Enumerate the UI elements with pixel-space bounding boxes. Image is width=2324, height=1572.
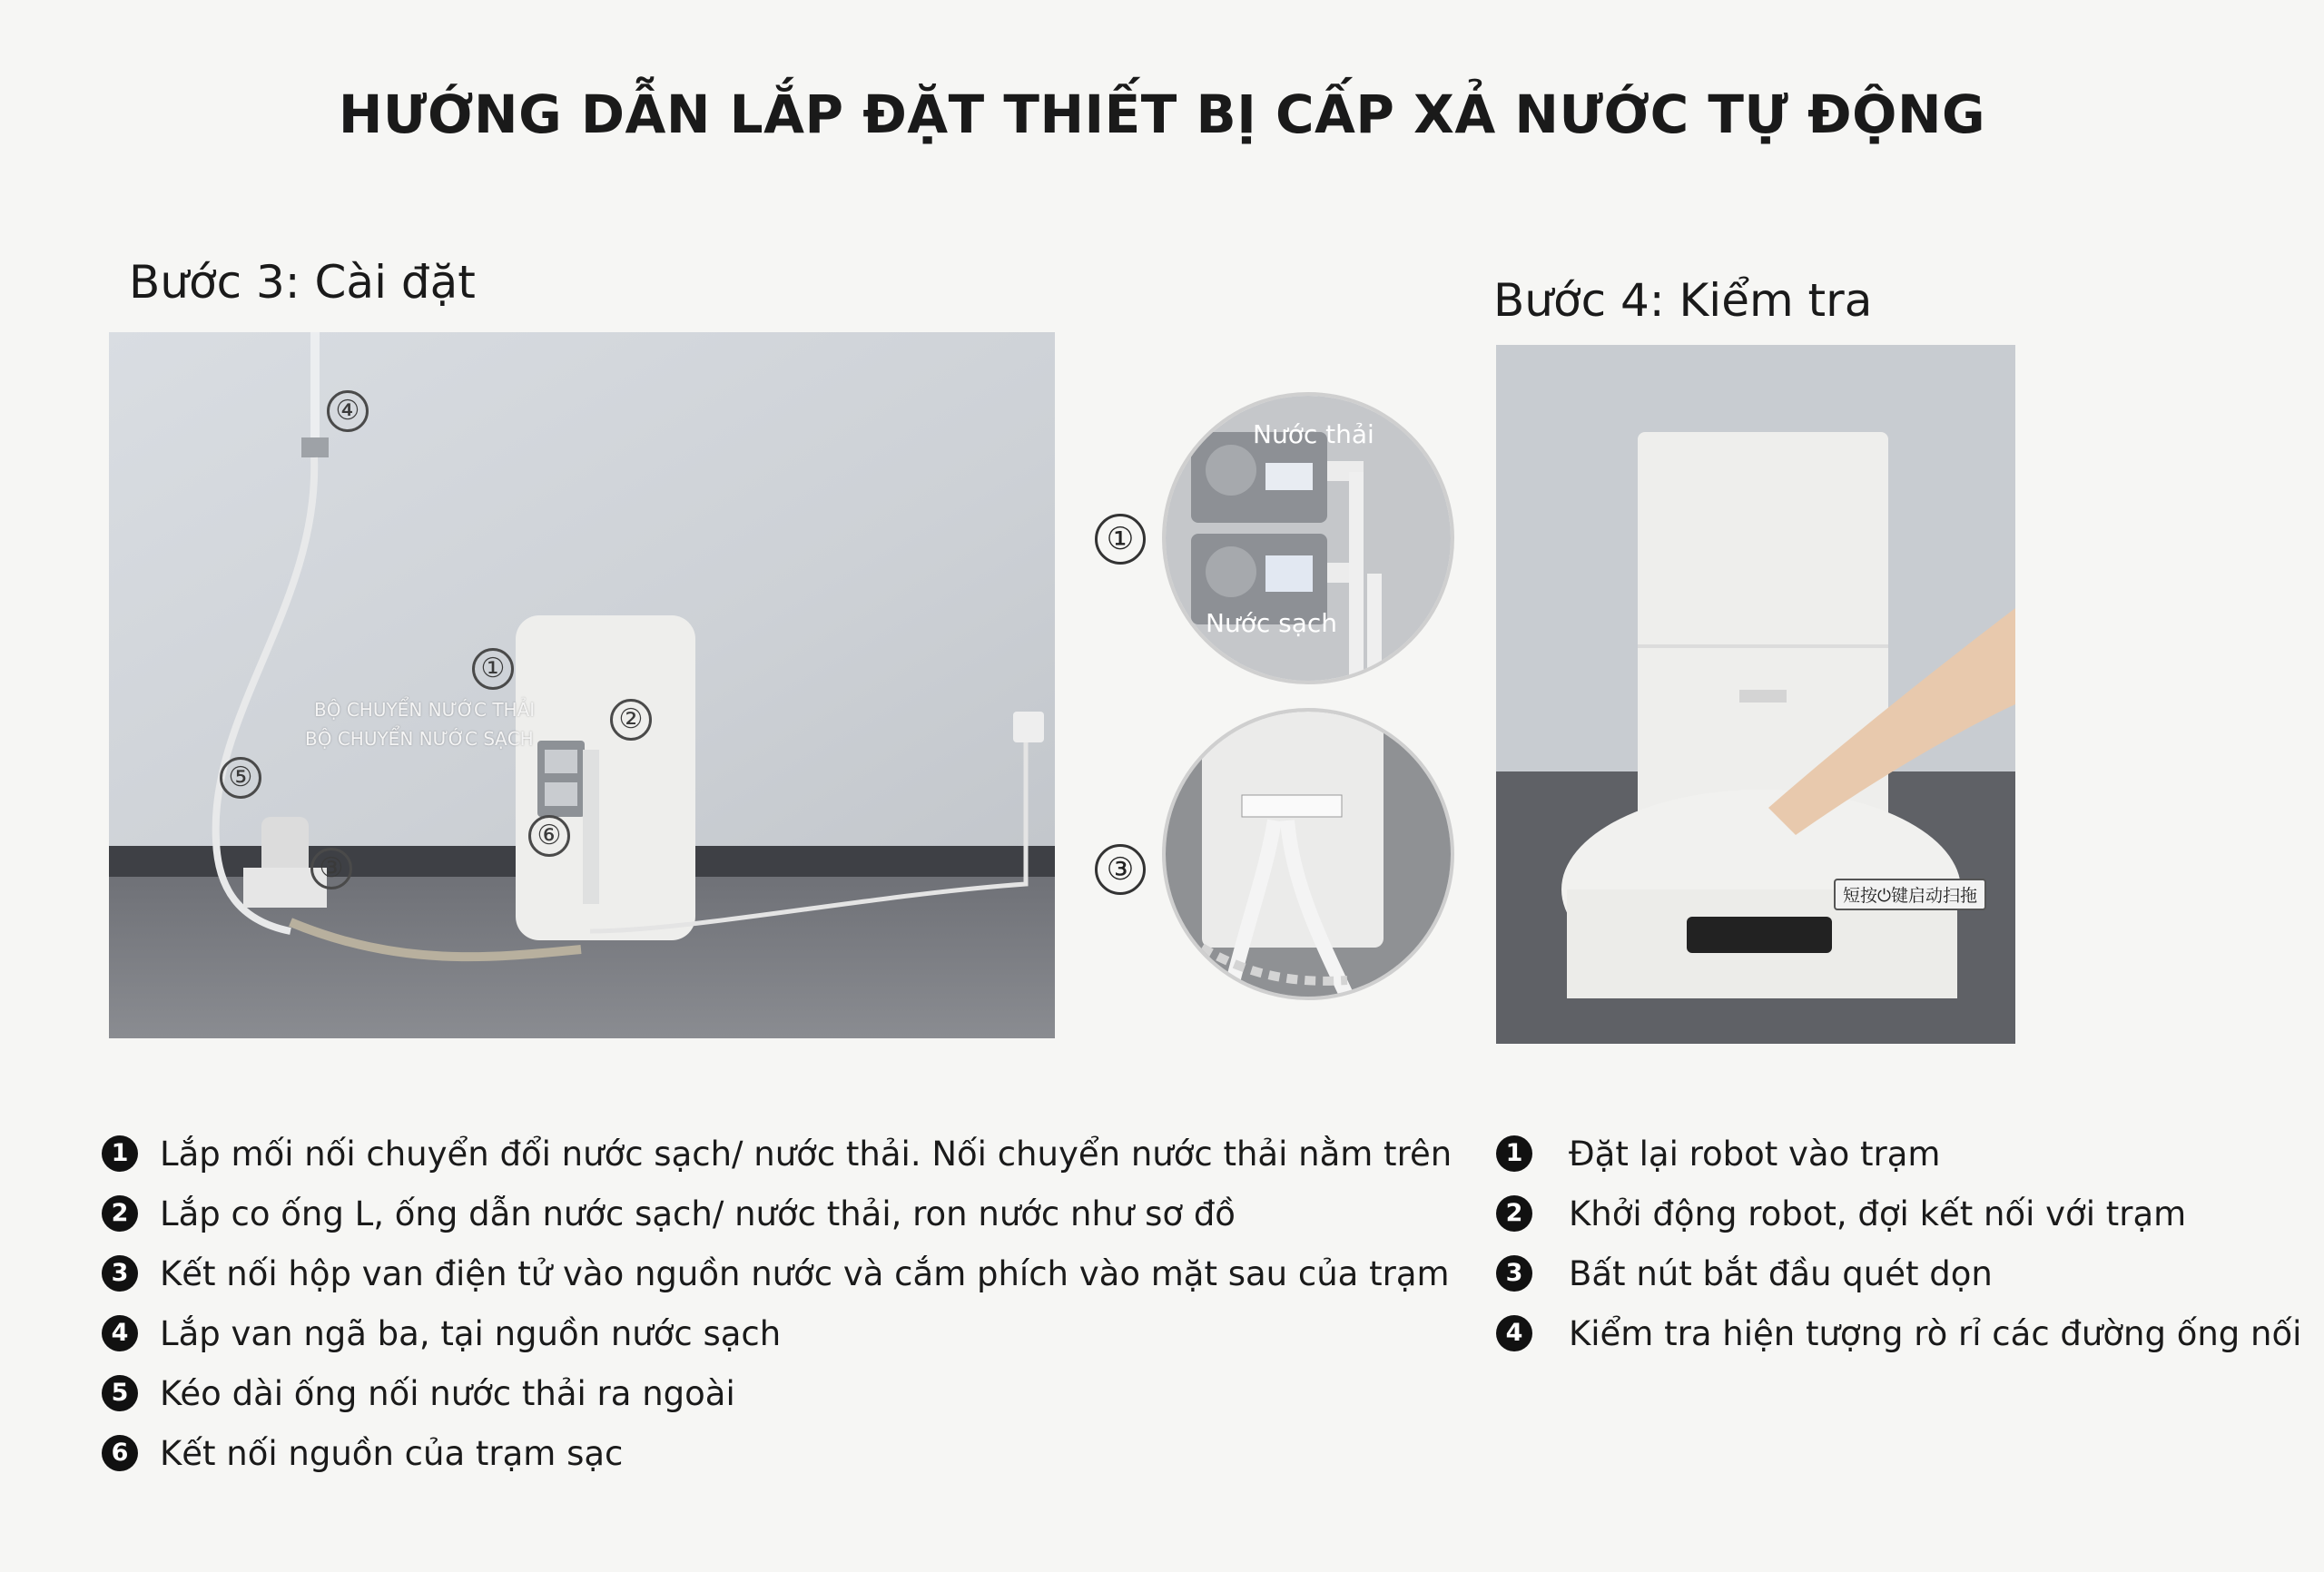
check-photo [1496,345,2015,1044]
item-number: 4 [102,1315,138,1351]
list-item [102,1423,1452,1483]
step3-heading: Bước 3: Cài đặt [129,256,476,309]
list-item [102,1184,1452,1243]
list-item [102,1124,1452,1184]
detail-circle-valve [1162,708,1454,1000]
item-text: Kết nối hộp van điện tử vào nguồn nước và cắm phích vào mặt sau của trạm [160,1253,1450,1293]
item-text: Lắp mối nối chuyển đổi nước sạch/ nước thải. Nối chuyển nước thải nằm trên [160,1134,1452,1174]
item-number: 2 [1496,1195,1532,1232]
item-text: Khởi động robot, đợi kết nối với trạm [1569,1194,2187,1233]
item-text: Lắp van ngã ba, tại nguồn nước sạch [160,1313,782,1353]
list-item [102,1363,1452,1423]
start-button-label: 短按⏻键启动扫拖 [1834,879,1986,910]
item-number: 1 [102,1135,138,1172]
list-item [102,1243,1452,1303]
item-text: Kiểm tra hiện tượng rò rỉ các đường ống nối [1569,1313,2302,1353]
item-number: 6 [102,1435,138,1471]
item-number: 5 [102,1375,138,1411]
item-number: 3 [102,1255,138,1292]
clean-converter-label: BỘ CHUYỂN NƯỚC SẠCH [305,728,534,750]
marker-2: ② [610,699,652,741]
item-number: 2 [102,1195,138,1232]
marker-6: ⑥ [528,815,570,857]
list-item [1496,1184,2301,1243]
waste-water-label: Nước thải [1253,419,1374,449]
item-text: Kéo dài ống nối nước thải ra ngoài [160,1373,735,1413]
item-text: Đặt lại robot vào trạm [1569,1134,1941,1174]
step4-instructions [1496,1124,2301,1363]
item-number: 1 [1496,1135,1532,1172]
marker-3: ③ [310,848,352,889]
detail-number-3: ③ [1095,844,1146,895]
item-text: Lắp co ống L, ống dẫn nước sạch/ nước thải, ron nước như sơ đồ [160,1194,1236,1233]
waste-converter-label: BỘ CHUYỂN NƯỚC THẢI [314,699,536,721]
list-item [1496,1124,2301,1184]
page-title: HƯỚNG DẪN LẮP ĐẶT THIẾT BỊ CẤP XẢ NƯỚC TỰ ĐỘNG [338,84,1986,145]
list-item [1496,1303,2301,1363]
item-number: 3 [1496,1255,1532,1292]
installation-photo [109,332,1055,1038]
list-item [1496,1243,2301,1303]
list-item [102,1303,1452,1363]
marker-4: ④ [327,390,369,432]
step3-instructions [102,1124,1452,1483]
marker-5: ⑤ [220,757,261,799]
item-text: Bất nút bắt đầu quét dọn [1569,1253,1993,1293]
marker-1: ① [472,648,514,690]
item-text: Kết nối nguồn của trạm sạc [160,1433,624,1473]
step4-heading: Bước 4: Kiểm tra [1493,274,1873,327]
detail-circle-connectors [1162,392,1454,684]
item-number: 4 [1496,1315,1532,1351]
detail-number-1: ① [1095,514,1146,565]
clean-water-label: Nước sạch [1206,608,1338,638]
